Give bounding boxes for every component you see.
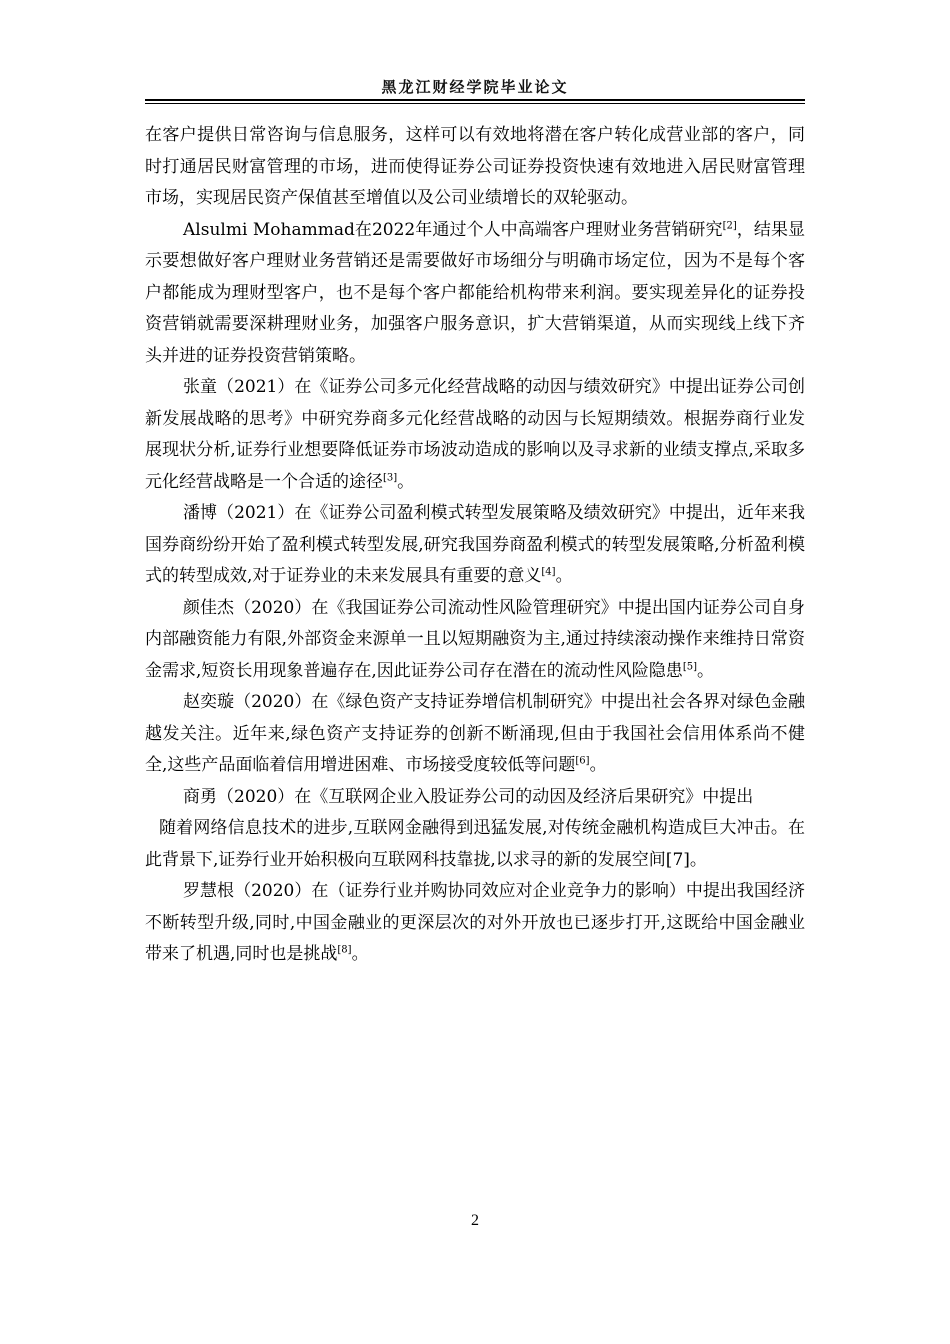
citation-ref: [2] xyxy=(722,219,737,231)
paragraph-tail: 。 xyxy=(589,755,607,775)
citation-ref: [8] xyxy=(337,944,352,956)
header-rule-thin xyxy=(145,103,805,104)
paragraph-text: 潘博（2021）在《证券公司盈利模式转型发展策略及绩效研究》中提出，近年来我国券商纷纷开始了盈利模式转型发展,研究我国券商盈利模式的转型发展策略,分析盈利模式的转型成效,对于证券业的未来发展具有重要的意义 xyxy=(145,503,805,586)
citation-ref: [3] xyxy=(383,471,398,483)
paragraph-4 xyxy=(145,498,805,593)
paragraph-tail: 。 xyxy=(696,660,714,681)
paragraph-6 xyxy=(145,687,805,782)
paragraph-1 xyxy=(145,120,805,215)
paragraph-9 xyxy=(145,876,805,971)
paragraph-text: 颜佳杰（2020）在《我国证券公司流动性风险管理研究》中提出国内证券公司自身内部融资能力有限,外部资金来源单一且以短期融资为主,通过持续滚动操作来维持日常资金需求,短资长用现象普遍存在,因此证券公司存在潜在的流动性风险隐患 xyxy=(145,597,805,681)
paragraph-text: 商勇（2020）在《互联网企业入股证券公司的动因及经济后果研究》中提出 xyxy=(183,786,754,807)
page-number: 2 xyxy=(471,1212,479,1229)
paragraph-8 xyxy=(145,813,805,876)
citation-ref: [5] xyxy=(682,660,697,672)
paragraph-7 xyxy=(145,782,805,814)
paragraph-5 xyxy=(145,593,805,688)
citation-ref: [6] xyxy=(575,755,590,767)
paragraph-text: Alsulmi Mohammad在2022年通过个人中高端客户理财业务营销研究 xyxy=(183,219,723,240)
paragraph-tail: 。 xyxy=(351,944,369,964)
citation-ref: [4] xyxy=(541,566,556,578)
paragraph-text: 随着网络信息技术的进步,互联网金融得到迅猛发展,对传统金融机构造成巨大冲击。在此背景下,证券行业开始积极向互联网科技靠拢,以求寻的新的发展空间[7]。 xyxy=(145,818,805,870)
body-text xyxy=(145,120,805,971)
header-rule-thick xyxy=(145,99,805,101)
paragraph-text: 在客户提供日常咨询与信息服务，这样可以有效地将潜在客户转化成营业部的客户，同时打通居民财富管理的市场，进而使得证券公司证券投资快速有效地进入居民财富管理市场，实现居民资产保值甚至增值以及公司业绩增长的双轮驱动。 xyxy=(145,125,805,208)
paragraph-2 xyxy=(145,215,805,373)
paragraph-text: 赵奕璇（2020）在《绿色资产支持证券增信机制研究》中提出社会各界对绿色金融越发关注。近年来,绿色资产支持证券的创新不断涌现,但由于我国社会信用体系尚不健全,这些产品面临着信用增进困难、市场接受度较低等问题 xyxy=(145,692,805,775)
paragraph-text: 罗慧根（2020）在（证券行业并购协同效应对企业竞争力的影响）中提出我国经济不断转型升级,同时,中国金融业的更深层次的对外开放也已逐步打开,这既给中国金融业带来了机遇,同时也是挑战 xyxy=(145,881,805,964)
paragraph-text: 张童（2021）在《证券公司多元化经营战略的动因与绩效研究》中提出证券公司创新发展战略的思考》中研究券商多元化经营战略的动因与长短期绩效。根据券商行业发展现状分析,证券行业想要降低证券市场波动造成的影响以及寻求新的业绩支撑点,采取多元化经营战略是一个合适的途径 xyxy=(145,377,805,492)
page-header: 黑龙江财经学院毕业论文 xyxy=(381,78,569,96)
paragraph-3 xyxy=(145,372,805,498)
paragraph-tail: 。 xyxy=(555,566,573,586)
paragraph-tail: ，结果显示要想做好客户理财业务营销还是需要做好市场细分与明确市场定位，因为不是每个客户都能成为理财型客户，也不是每个客户都能给机构带来利润。要实现差异化的证券投资营销就需要深耕理财业务，加强客户服务意识，扩大营销渠道，从而实现线上线下齐头并进的证券投资营销策略。 xyxy=(145,219,806,366)
paragraph-tail: 。 xyxy=(397,471,415,492)
